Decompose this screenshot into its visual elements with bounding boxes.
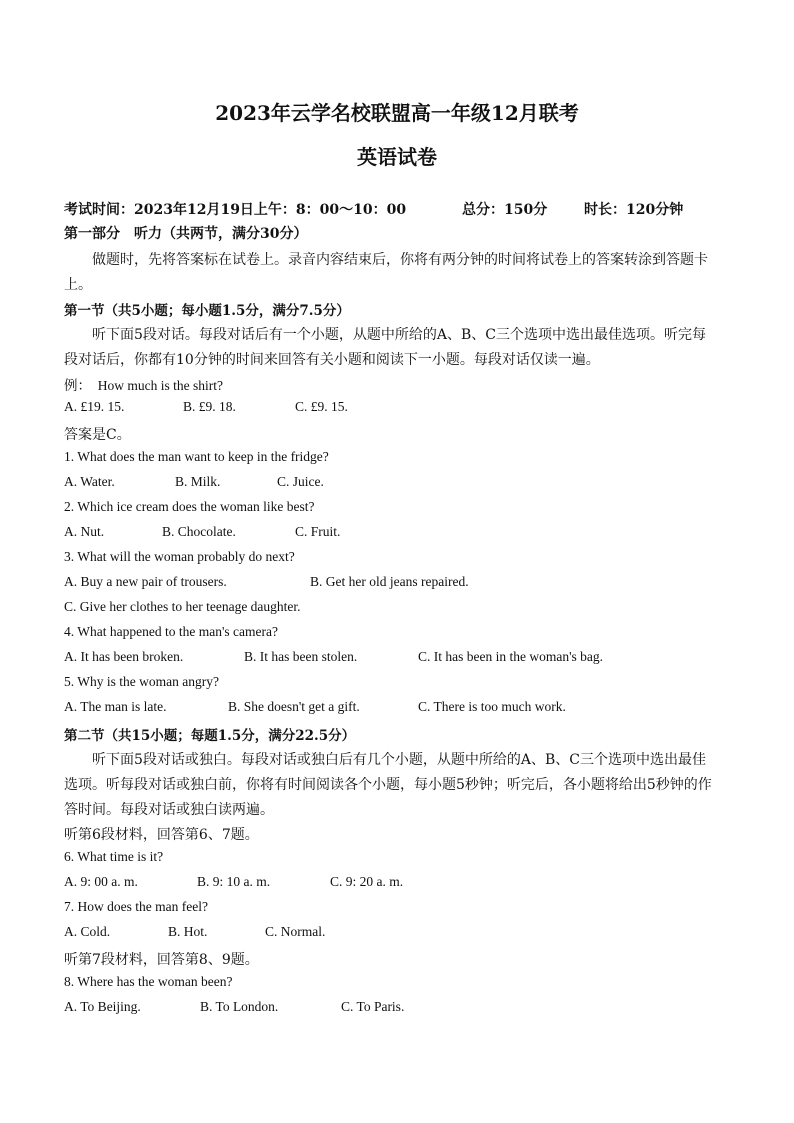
question-2: 2. Which ice cream does the woman like best? — [64, 499, 315, 514]
q5-option-b: B. She doesn't get a gift. — [228, 699, 360, 714]
example-option-a: A. £19. 15. — [64, 399, 125, 414]
q3-option-c: C. Give her clothes to her teenage daughter. — [64, 599, 301, 614]
q8-option-c: C. To Paris. — [341, 999, 405, 1014]
q6-option-c: C. 9: 20 a. m. — [330, 874, 404, 889]
exam-title: 2023年云学名校联盟高一年级12月联考 — [215, 101, 579, 125]
q8-option-a: A. To Beijing. — [64, 999, 141, 1014]
question-6: 6. What time is it? — [64, 849, 164, 864]
question-8: 8. Where has the woman been? — [64, 974, 233, 989]
part1-intro-line2: 上。 — [64, 277, 92, 293]
section1-intro-line2: 段对话后，你都有10分钟的时间来回答有关小题和阅读下一小题。每段对话仅读一遍。 — [64, 352, 600, 368]
question-7: 7. How does the man feel? — [64, 899, 208, 914]
exam-time: 考试时间：2023年12月19日上午：8：00～10：00 — [64, 202, 407, 218]
q2-option-b: B. Chocolate. — [162, 524, 236, 539]
q5-option-a: A. The man is late. — [64, 699, 167, 714]
q4-option-c: C. It has been in the woman's bag. — [418, 649, 604, 664]
q7-option-b: B. Hot. — [168, 924, 208, 939]
q5-option-c: C. There is too much work. — [418, 699, 566, 714]
question-1: 1. What does the man want to keep in the fridge? — [64, 449, 329, 464]
exam-subtitle: 英语试卷 — [357, 145, 437, 169]
q6-option-b: B. 9: 10 a. m. — [197, 874, 271, 889]
q4-option-b: B. It has been stolen. — [244, 649, 358, 664]
q7-option-a: A. Cold. — [64, 924, 111, 939]
q1-option-b: B. Milk. — [175, 474, 221, 489]
q3-option-a: A. Buy a new pair of trousers. — [64, 574, 227, 589]
q7-option-c: C. Normal. — [265, 924, 326, 939]
q2-option-c: C. Fruit. — [295, 524, 341, 539]
section2-heading: 第二节（共15小题；每题1.5分，满分22.5分） — [64, 728, 356, 744]
example-answer: 答案是C。 — [64, 427, 131, 443]
example-option-c: C. £9. 15. — [295, 399, 348, 414]
part1-intro-line1: 做题时，先将答案标在试卷上。录音内容结束后，你将有两分钟的时间将试卷上的答案转涂到答题卡 — [92, 252, 708, 268]
q1-option-a: A. Water. — [64, 474, 115, 489]
question-4: 4. What happened to the man's camera? — [64, 624, 278, 639]
part1-heading: 第一部分 听力（共两节，满分30分） — [64, 226, 308, 242]
q8-option-b: B. To London. — [200, 999, 279, 1014]
q3-option-b: B. Get her old jeans repaired. — [310, 574, 469, 589]
q2-option-a: A. Nut. — [64, 524, 105, 539]
duration: 时长：120分钟 — [584, 202, 684, 218]
question-5: 5. Why is the woman angry? — [64, 674, 219, 689]
material-7-note: 听第7段材料，回答第8、9题。 — [64, 952, 259, 968]
material-6-note: 听第6段材料，回答第6、7题。 — [64, 827, 259, 843]
section2-intro-line2: 选项。听每段对话或独白前，你将有时间阅读各个小题，每小题5秒钟；听完后，各小题将给出5秒钟的作 — [64, 777, 712, 793]
q4-option-a: A. It has been broken. — [64, 649, 184, 664]
total-score: 总分：150分 — [462, 202, 548, 218]
example-option-b: B. £9. 18. — [183, 399, 236, 414]
section1-heading: 第一节（共5小题；每小题1.5分，满分7.5分） — [64, 303, 350, 319]
section2-intro-line1: 听下面5段对话或独白。每段对话或独白后有几个小题，从题中所给的A、B、C三个选项中选出最佳 — [92, 752, 707, 768]
section2-intro-line3: 答时间。每段对话或独白读两遍。 — [64, 802, 274, 818]
section1-intro-line1: 听下面5段对话。每段对话后有一个小题，从题中所给的A、B、C三个选项中选出最佳选项。听完每 — [92, 327, 707, 343]
question-3: 3. What will the woman probably do next? — [64, 549, 295, 564]
q6-option-a: A. 9: 00 a. m. — [64, 874, 138, 889]
q1-option-c: C. Juice. — [277, 474, 324, 489]
example-question: 例： How much is the shirt? — [64, 378, 223, 393]
